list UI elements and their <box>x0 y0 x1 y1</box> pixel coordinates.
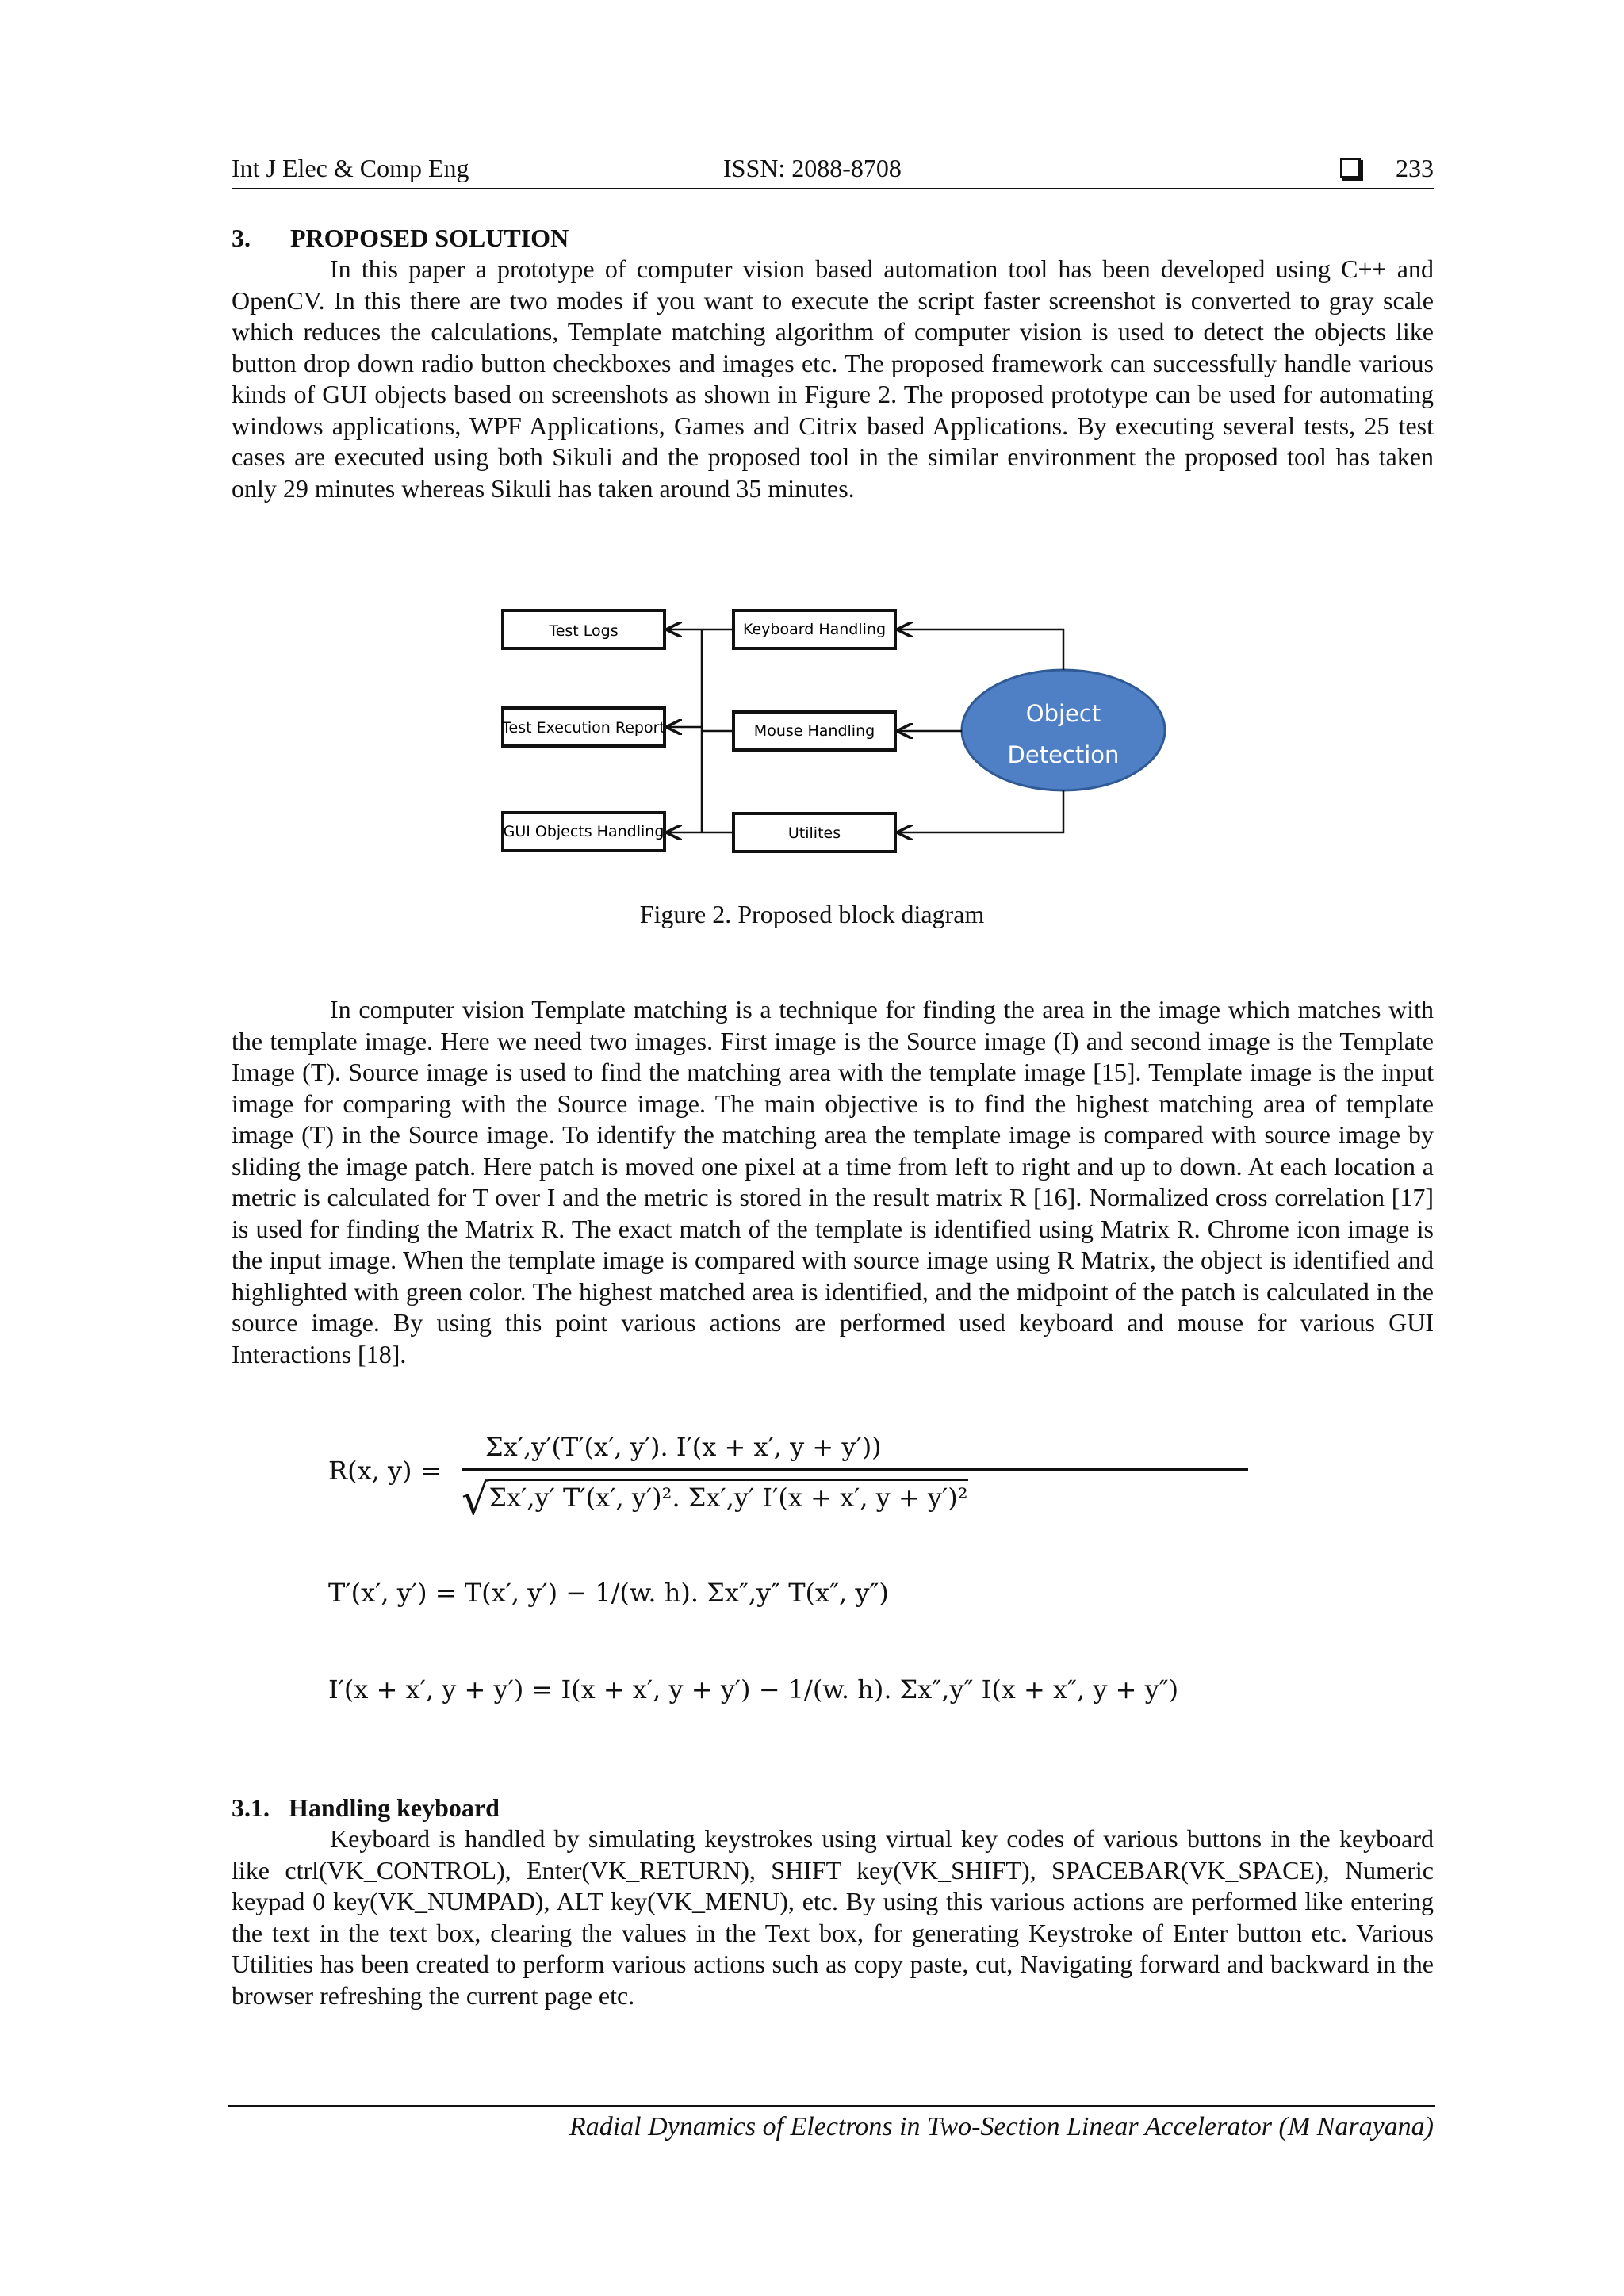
running-header <box>232 154 1434 189</box>
running-footer: Radial Dynamics of Electrons in Two-Section Linear Accelerator (M Narayana) <box>569 2112 1434 2141</box>
eq1-denominator: Σx′,y′ T′(x′, y′)². Σx′,y′ I′(x + x′, y + y′)² <box>488 1479 967 1513</box>
box-test-logs-label: Test Logs <box>549 622 619 640</box>
equation-ncc <box>328 1433 1042 1544</box>
figure-caption: Figure 2. Proposed block diagram <box>639 900 985 928</box>
arrow-to-keyboard-handling <box>898 629 1063 670</box>
journal-name: Int J Elec & Comp Eng <box>232 154 469 182</box>
eq1-numerator: Σx′,y′(T′(x′, y′). I′(x + x′, y + y′)) <box>485 1432 882 1462</box>
section-number: 3. <box>232 224 251 252</box>
box-mouse-handling-label: Mouse Handling <box>753 722 875 740</box>
equation-i-prime: I′(x + x′, y + y′) = I(x + x′, y + y′) − 1/(w. h). Σx″,y″ I(x + x″, y + y″) <box>328 1674 1179 1705</box>
box-utilites-label: Utilites <box>787 825 841 842</box>
box-gui-objects-handling-label: GUI Objects Handling <box>503 823 665 840</box>
subsection-paragraph: Keyboard is handled by simulating keystrokes using virtual key codes of various buttons in the keyboard like ctrl(VK_CONTROL), Enter(VK_RETURN), SHIFT key(VK_SHIFT), SPACEBAR(VK_SPACE), Numeric keypad 0 key(VK_NUMPAD), ALT key(VK_MENU), etc. By using this various actions are performed like entering the text in the text box, clearing the values in the Text box, for generating Keystroke of Enter button etc. Various Utilities has been created to perform various actions such as copy paste, cut, Navigating forward and backward in the browser refreshing the current page etc. <box>232 1824 1434 2010</box>
issn: ISSN: 2088-8708 <box>723 154 902 182</box>
header-rule <box>232 188 1434 189</box>
eq1-fraction-bar <box>462 1468 1248 1471</box>
template-matching-paragraph: In computer vision Template matching is a technique for finding the area in the image which matches with the template image. Here we need two images. First image is the Source image (I) and second image is the Template Image (T). Source image is used to find the matching area with the template image [15]. Template image is the input image for comparing with the Source image. The main objective is to find the highest matching area of template image (T) in the Source image. To identify the matching area the template image is compared with source image by sliding the image patch. Here patch is moved one pixel at a time from left to right and up to down. At each location a metric is calculated for T over I and the metric is stored in the result matrix R [16]. Normalized cross correlation [17] is used for finding the Matrix R. The exact match of the template is identified using Matrix R. Chrome icon image is the input image. When the template image is compared with source image using R Matrix, the object is identified and highlighted with green color. The highest matched area is identified, and the midpoint of the patch is calculated in the source image. By using this point various actions are performed used keyboard and mouse for various GUI Interactions [18]. <box>232 995 1434 1368</box>
arrow-to-utilites <box>898 790 1063 832</box>
section-heading <box>232 224 569 253</box>
subsection-title: Handling keyboard <box>289 1793 500 1822</box>
block-diagram <box>492 599 1182 868</box>
page-number-block <box>1340 154 1434 183</box>
footer-rule <box>228 2105 1435 2107</box>
object-detection-ellipse <box>962 670 1165 790</box>
page-number: 233 <box>1396 154 1434 182</box>
sqrt-icon: √ <box>462 1475 489 1525</box>
box-test-execution-report-label: Test Execution Report <box>502 719 665 737</box>
object-detection-label-2: Detection <box>1007 741 1120 768</box>
subsection-number: 3.1. <box>232 1793 270 1822</box>
eq1-denominator-block <box>462 1475 968 1525</box>
equation-t-prime: T′(x′, y′) = T(x′, y′) − 1/(w. h). Σx″,y″ T(x″, y″) <box>328 1578 889 1608</box>
section-title: PROPOSED SOLUTION <box>290 224 569 252</box>
block-diagram-svg <box>492 599 1182 868</box>
section-paragraph: In this paper a prototype of computer vision based automation tool has been developed using C++ and OpenCV. In this there are two modes if you want to execute the script faster screenshot is converted to gray scale which reduces the calculations, Template matching algorithm of computer vision is used to detect the objects like button drop down radio button checkboxes and images etc. The proposed framework can successfully handle various kinds of GUI objects based on screenshots as shown in Figure 2. The proposed prototype can be used for automating windows applications, WPF Applications, Games and Citrix based Applications. By executing several tests, 25 test cases are executed using both Sikuli and the proposed tool in the similar environment the proposed tool has taken only 29 minutes whereas Sikuli has taken around 35 minutes. <box>232 254 1434 503</box>
object-detection-label-1: Object <box>1025 700 1101 727</box>
subsection-heading <box>232 1793 500 1823</box>
square-icon <box>1340 158 1361 178</box>
box-keyboard-handling-label: Keyboard Handling <box>742 621 887 638</box>
eq1-lhs: R(x, y) = <box>328 1456 442 1486</box>
